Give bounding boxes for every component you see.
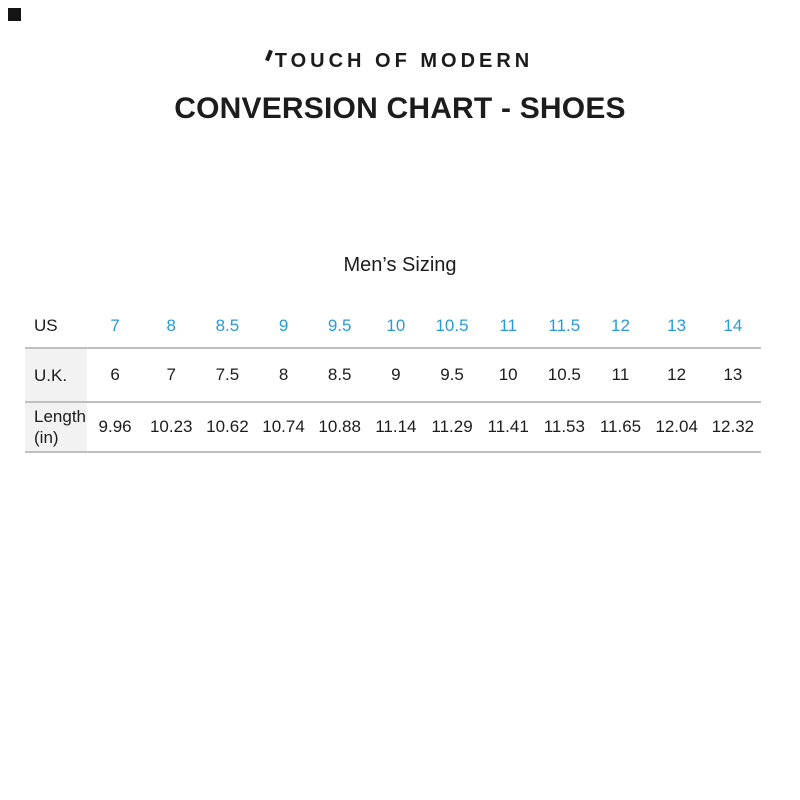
size-cell: 11: [499, 315, 517, 335]
size-cell: 14: [723, 315, 743, 335]
size-cell: 11.65: [599, 417, 642, 436]
corner-square: [8, 8, 21, 21]
page-title: CONVERSION CHART - SHOES: [174, 92, 626, 125]
brand-name: TOUCH OF MODERN: [274, 50, 534, 72]
size-cell: 7: [166, 365, 176, 384]
size-cell: 12: [611, 315, 630, 335]
size-cell: 8: [278, 365, 289, 384]
size-cell: 9.96: [98, 417, 132, 436]
size-cell: 8: [166, 315, 176, 335]
table-row-uk: [25, 348, 761, 402]
size-cell: 10: [386, 315, 406, 335]
size-cell: 9.5: [327, 315, 352, 335]
size-cell: 11.5: [548, 315, 581, 335]
table-row-us: [25, 304, 761, 348]
size-cell: 10.23: [149, 417, 193, 436]
row-label: U.K.: [25, 348, 87, 402]
table-row-length: [25, 402, 761, 452]
size-cell: 8.5: [215, 315, 240, 335]
size-cell: 12.32: [711, 417, 755, 436]
size-cell: 10: [498, 365, 518, 384]
section-label: Men’s Sizing: [343, 254, 457, 276]
size-cell: 11.41: [487, 417, 529, 436]
size-cell: 11.53: [543, 417, 585, 436]
row-label: Length (in): [25, 402, 87, 452]
size-cell: 8.5: [327, 365, 352, 384]
size-cell: 10.88: [318, 417, 361, 436]
size-cell: 13: [723, 365, 743, 384]
logo-tick-icon: [265, 50, 273, 62]
conversion-table: [25, 304, 761, 453]
size-cell: 10.74: [262, 417, 305, 436]
size-cell: 13: [667, 315, 687, 335]
size-cell: 7.5: [215, 365, 240, 384]
size-cell: 9: [391, 365, 401, 384]
size-cell: 11: [611, 365, 630, 384]
size-cell: 6: [110, 365, 120, 384]
size-cell: 10.5: [547, 365, 581, 384]
size-cell: 11.14: [375, 417, 417, 436]
row-label: US: [34, 316, 58, 335]
size-cell: 12.04: [655, 417, 698, 436]
brand-logo: [0, 50, 800, 73]
size-cell: 10.5: [435, 315, 469, 335]
size-cell: 11.29: [431, 417, 473, 436]
size-cell: 7: [110, 315, 120, 335]
size-cell: 9: [278, 315, 289, 335]
size-cell: 9.5: [440, 365, 464, 384]
size-cell: 10.62: [206, 417, 249, 436]
size-cell: 12: [667, 365, 687, 384]
